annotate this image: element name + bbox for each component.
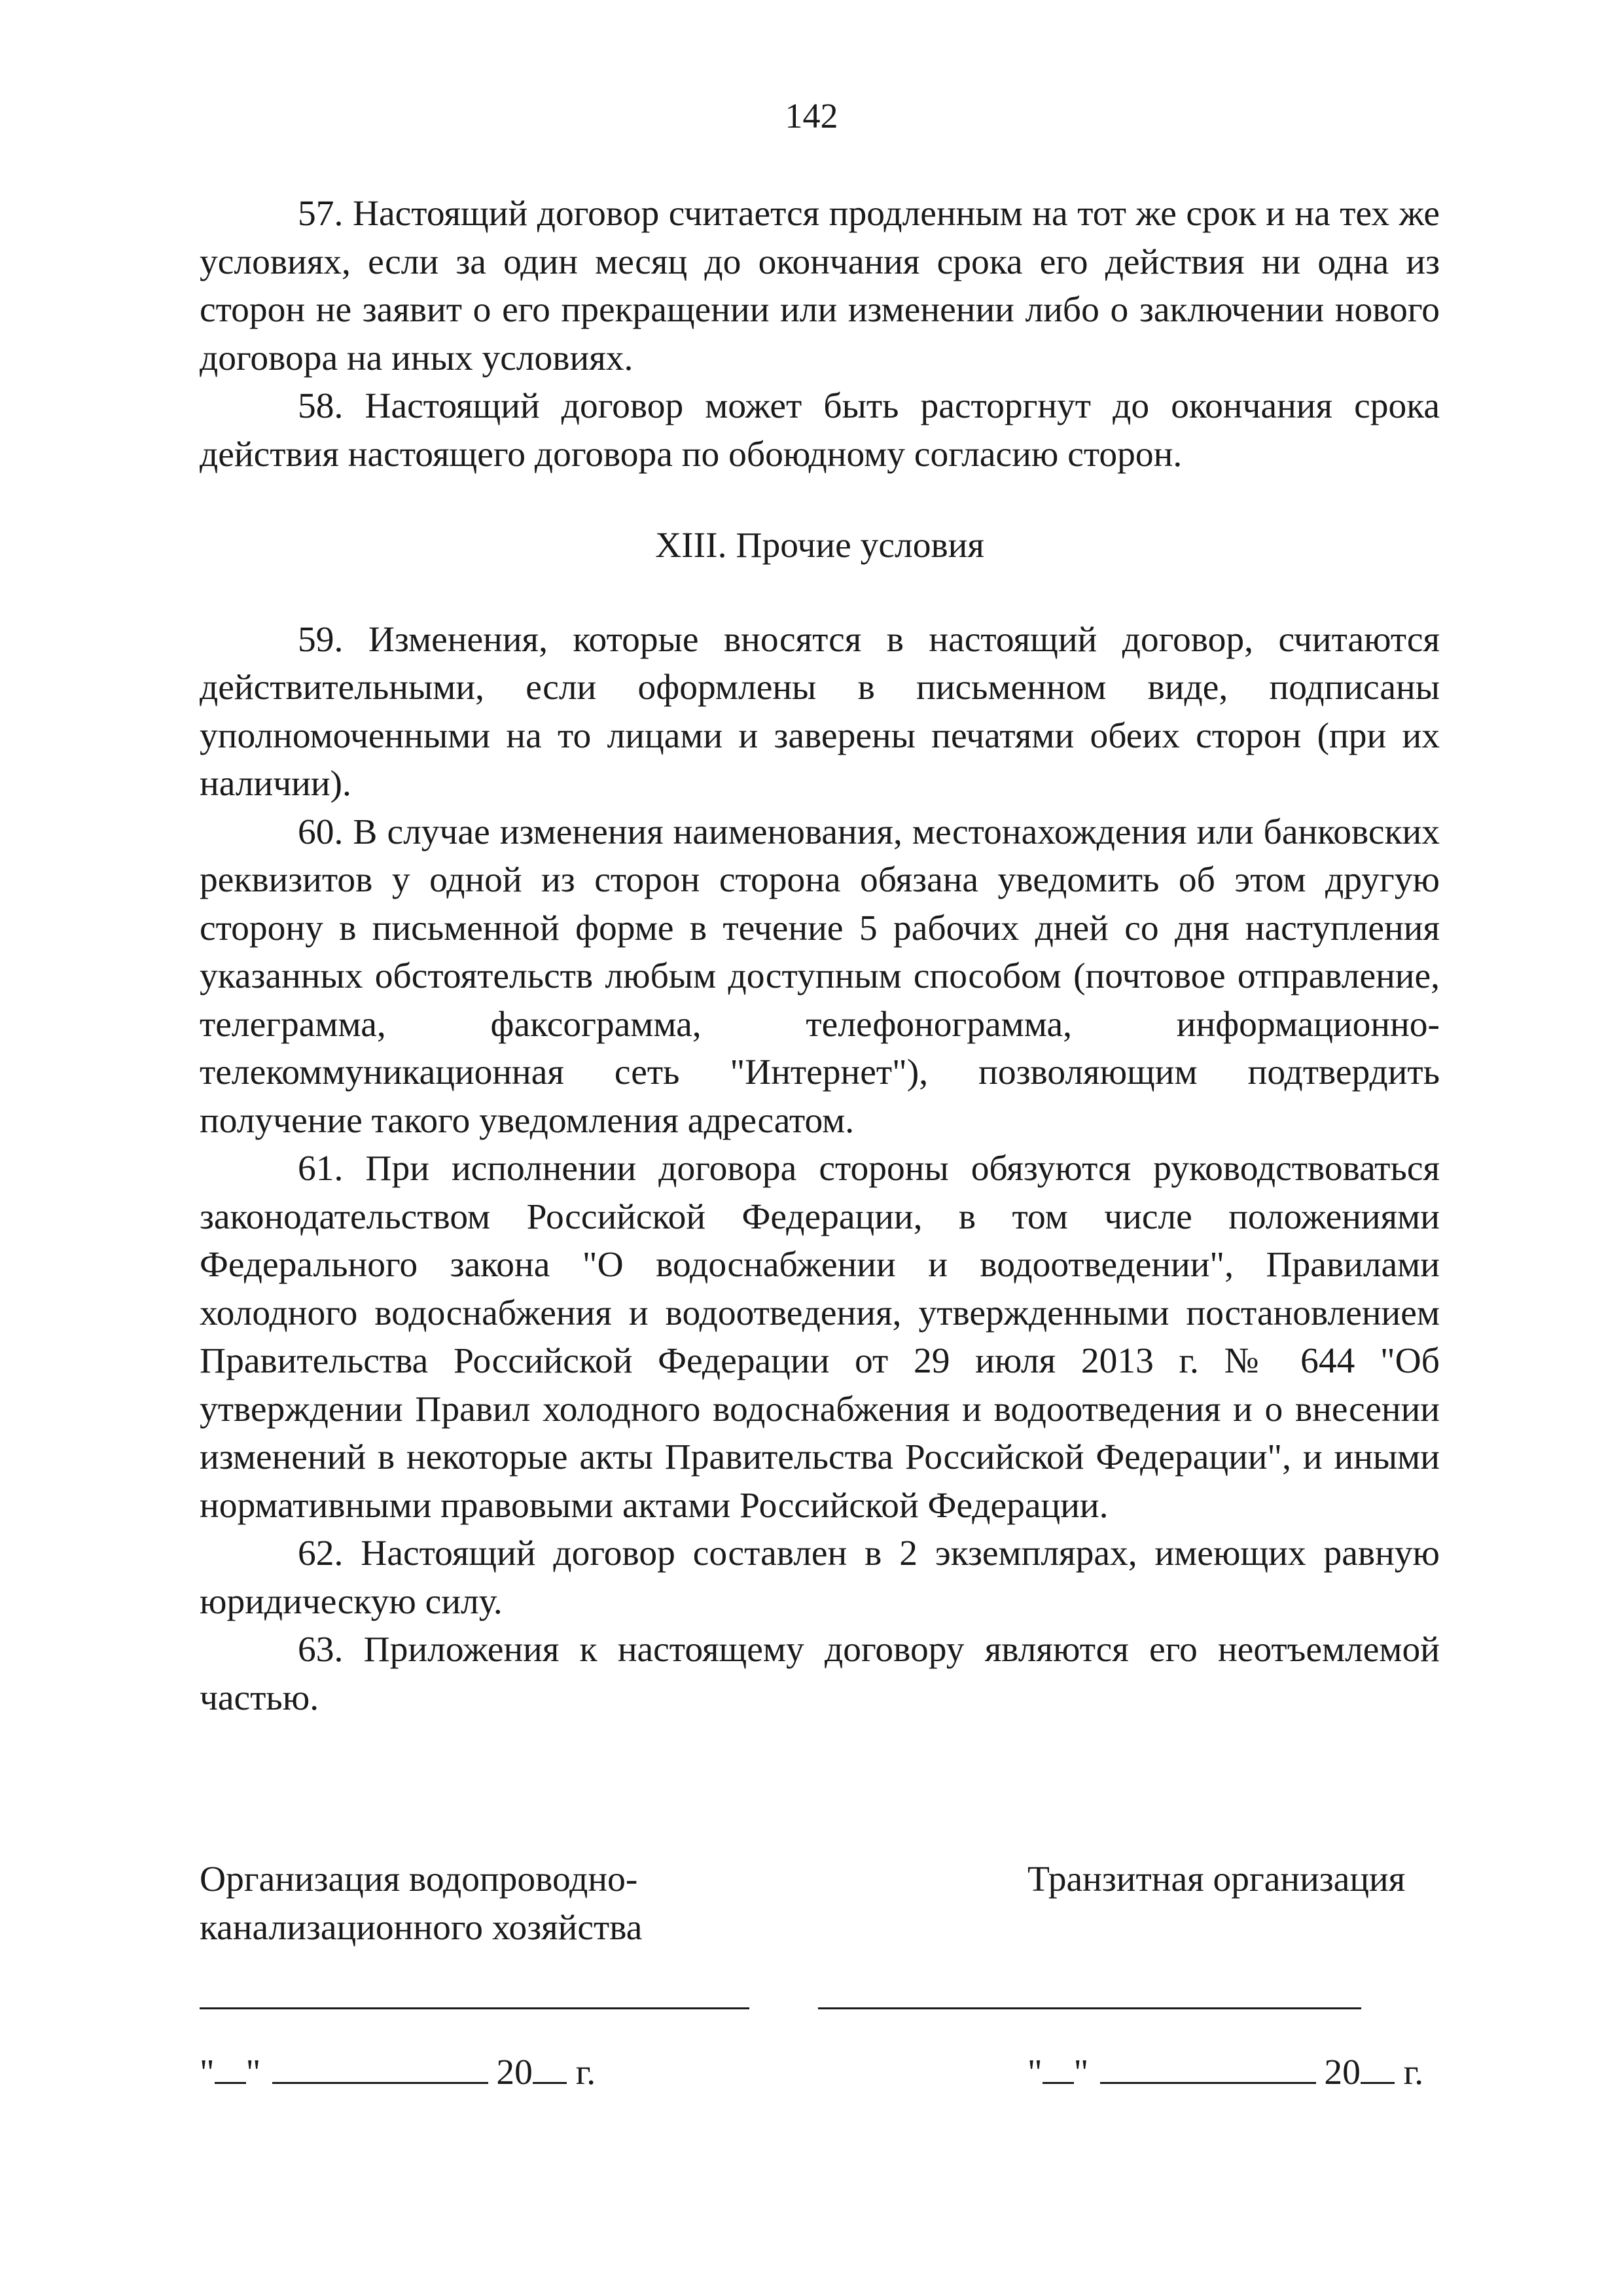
date-quote-open: " bbox=[1027, 2053, 1043, 2092]
date-row-right bbox=[1027, 2049, 1423, 2097]
page-number: 142 bbox=[785, 96, 838, 135]
date-year-suffix: г. bbox=[566, 2053, 596, 2092]
date-year-prefix: 20 bbox=[1324, 2053, 1361, 2092]
signature-line-left bbox=[200, 2007, 749, 2009]
party-right-name bbox=[1027, 1856, 1440, 1904]
date-month-blank bbox=[1100, 2049, 1316, 2084]
party-left-name bbox=[200, 1856, 789, 1952]
date-year-suffix: г. bbox=[1394, 2053, 1424, 2092]
section-heading-xiii: XIII. Прочие условия bbox=[655, 526, 984, 565]
party-right-line1: Транзитная организация bbox=[1027, 1859, 1406, 1899]
clause-58: 58. Настоящий договор может быть расторгнут до окончания срока действия настоящего договора по обоюдному согласию сторон. bbox=[200, 386, 1440, 475]
clause-61: 61. При исполнении договора стороны обязуются руководствоваться законодательством Российской Федерации, в том числе положениями Федерального закона "О водоснабжении и водоотведении", Правилами холодного водоснабжения и водоотведения, утвержденными постановлением Правительства Российской Федерации от 29 июля 2013 г. № 644 "Об утверждении Правил холодного водоснабжения и водоотведения и о внесении изменений в некоторые акты Правительства Российской Федерации", и иными нормативными правовыми актами Российской Федерации. bbox=[200, 1149, 1440, 1526]
clause-59: 59. Изменения, которые вносятся в настоящий договор, считаются действительными, если оформлены в письменном виде, подписаны уполномоченными на то лицами и заверены печатями обеих сторон (при их наличии). bbox=[200, 619, 1440, 804]
party-left-line2: канализационного хозяйства bbox=[200, 1907, 643, 1948]
date-quote-close: " bbox=[1073, 2053, 1089, 2092]
date-year-blank bbox=[533, 2049, 567, 2084]
clause-60: 60. В случае изменения наименования, местонахождения или банковских реквизитов у одной из сторон сторона обязана уведомить об этом другую сторону в письменной форме в течение 5 рабочих дней со дня наступления указанных обстоятельств любым доступным способом (почтовое отправление, телеграмма, факсограмма, телефонограмма, информационно-телекоммуникационная сеть "Интернет"), позволяющим подтвердить получение такого уведомления адресатом. bbox=[200, 812, 1440, 1141]
date-day-blank bbox=[1043, 2049, 1074, 2084]
spacer bbox=[200, 570, 1440, 616]
date-quote-open: " bbox=[200, 2053, 215, 2092]
date-year-blank bbox=[1361, 2049, 1395, 2084]
clause-63: 63. Приложения к настоящему договору являются его неотъемлемой частью. bbox=[200, 1630, 1440, 1718]
date-day-blank bbox=[215, 2049, 246, 2084]
document-body bbox=[200, 190, 1440, 1722]
signature-line-right bbox=[818, 2007, 1361, 2009]
date-row-left bbox=[200, 2049, 596, 2097]
date-quote-close: " bbox=[245, 2053, 261, 2092]
spacer bbox=[200, 478, 1440, 522]
date-month-blank bbox=[272, 2049, 488, 2084]
party-left-line1: Организация водопроводно- bbox=[200, 1859, 638, 1899]
date-year-prefix: 20 bbox=[496, 2053, 533, 2092]
clause-57: 57. Настоящий договор считается продленным на тот же срок и на тех же условиях, если за один месяц до окончания срока его действия ни одна из сторон не заявит о его прекращении или изменении либо о заключении нового договора на иных условиях. bbox=[200, 194, 1440, 378]
clause-62: 62. Настоящий договор составлен в 2 экземплярах, имеющих равную юридическую силу. bbox=[200, 1534, 1440, 1622]
